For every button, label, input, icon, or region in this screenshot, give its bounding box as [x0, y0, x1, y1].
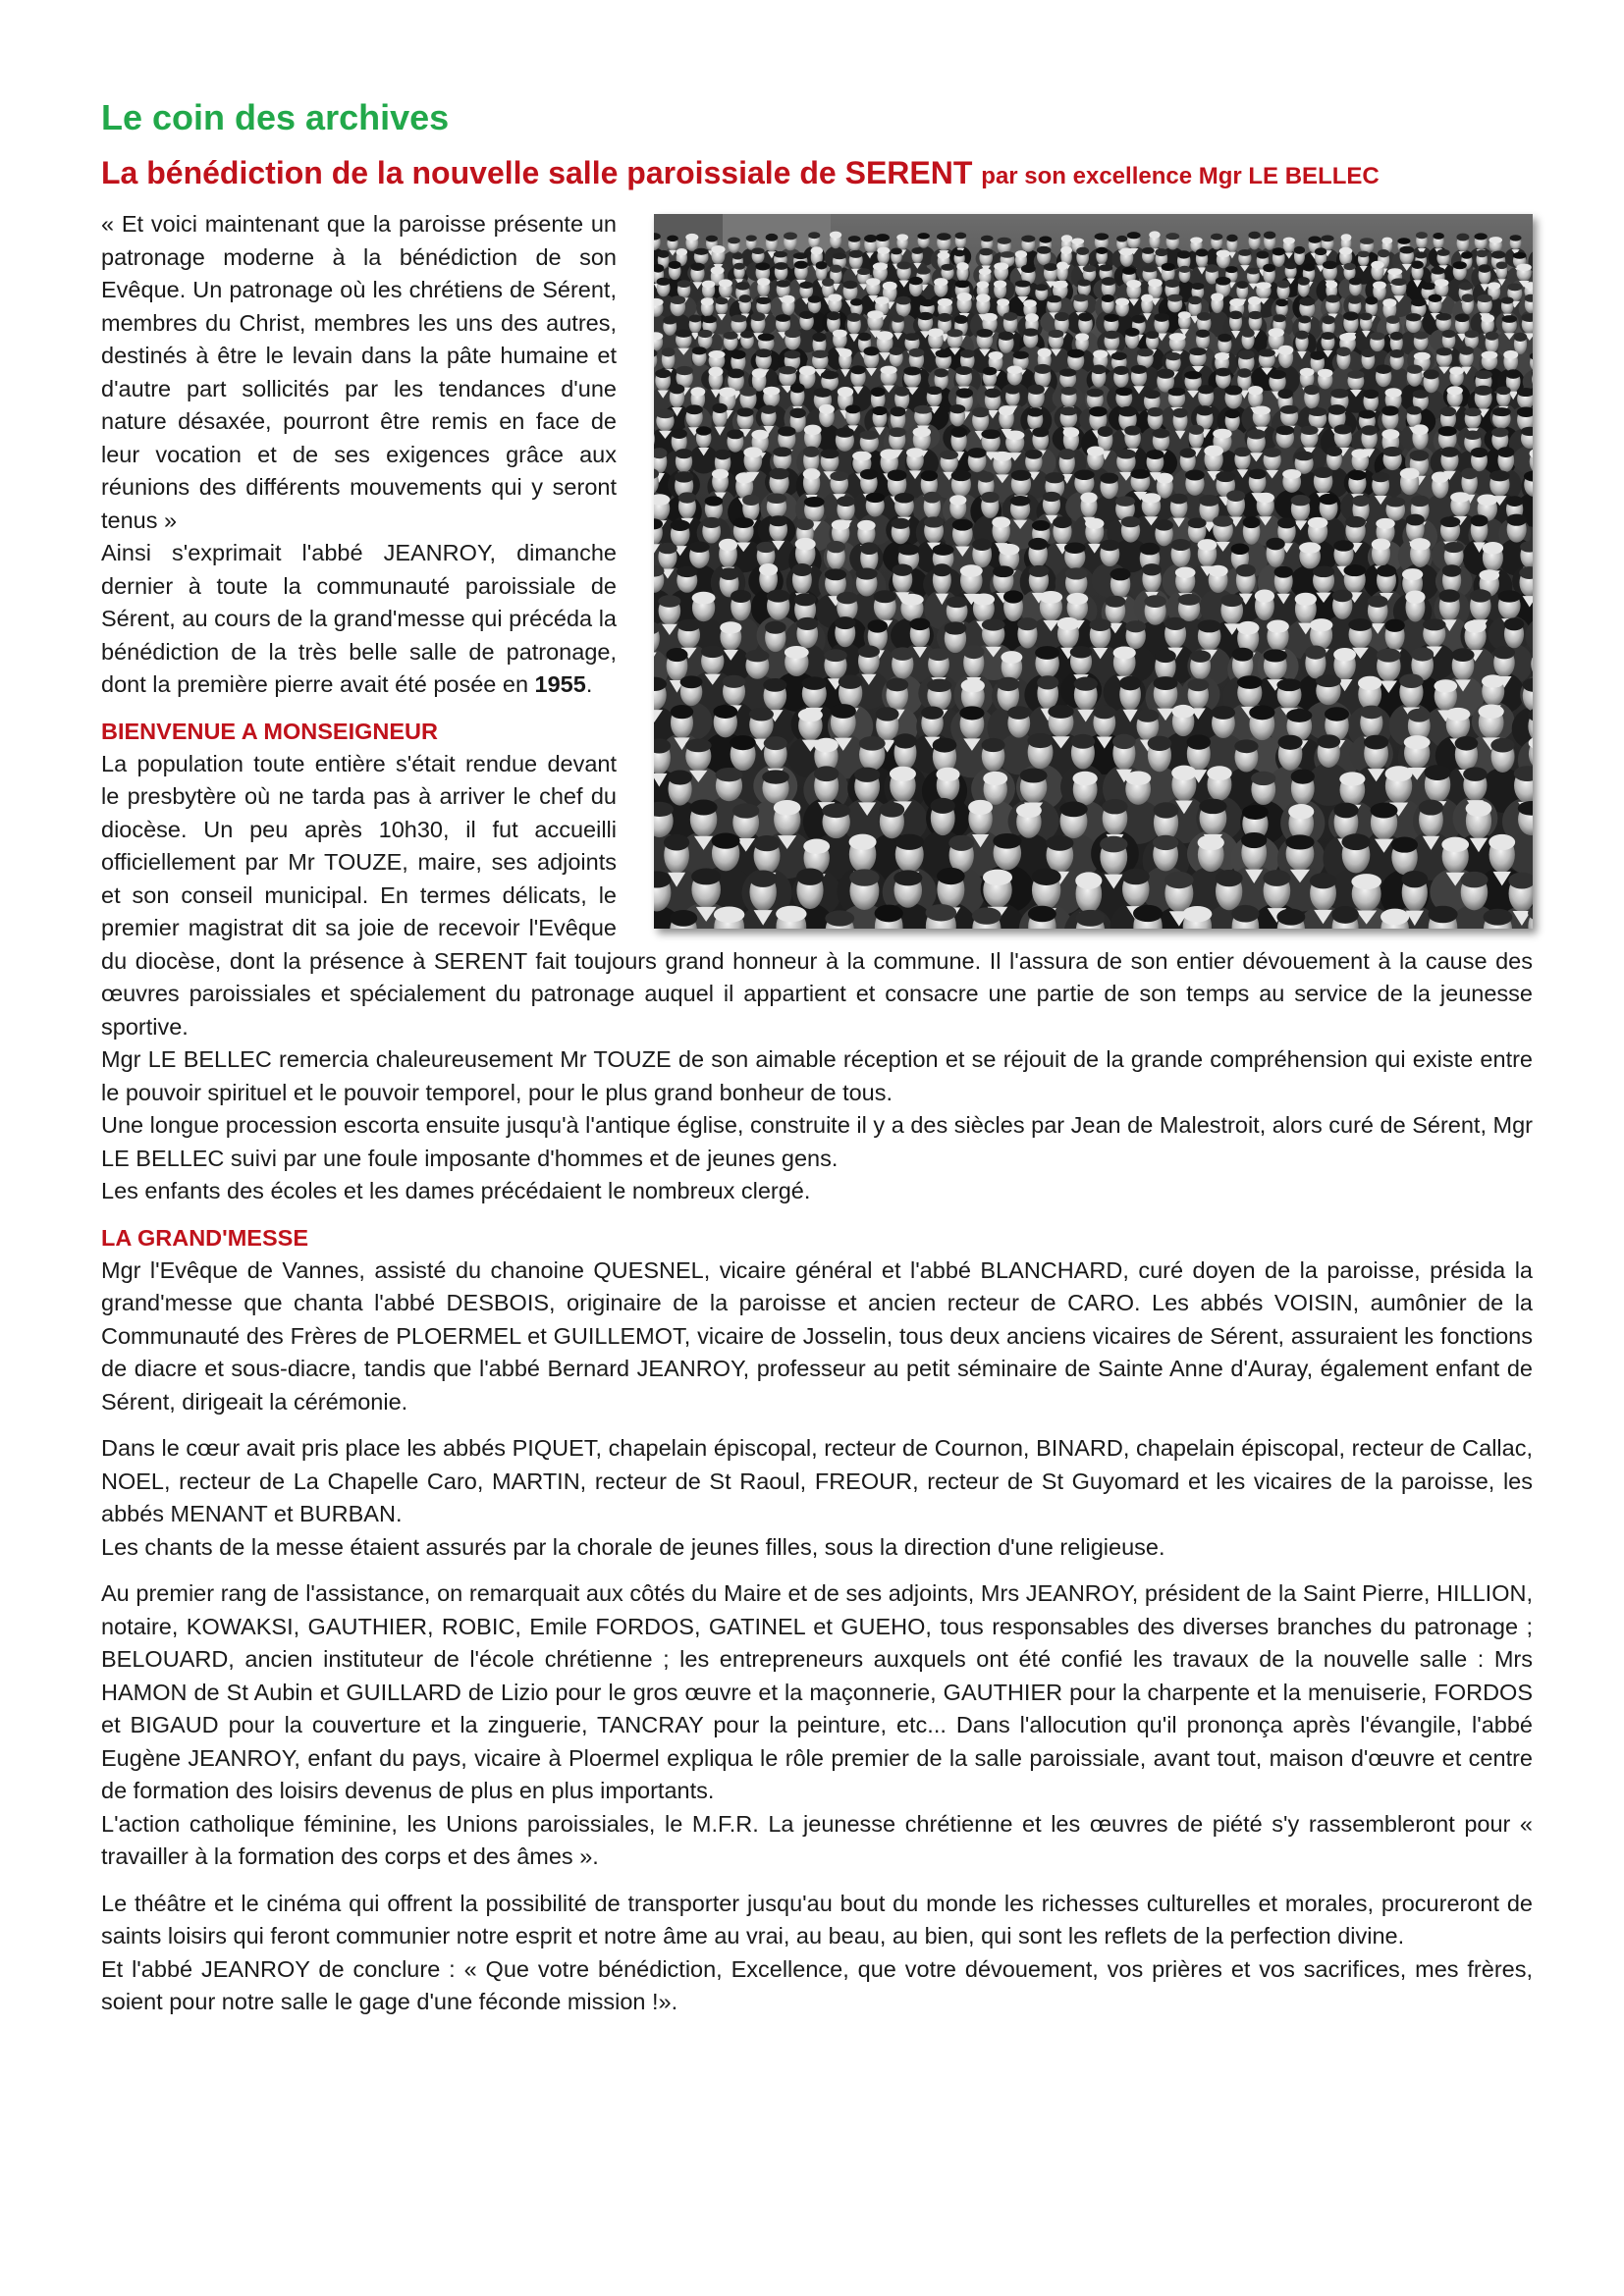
bienvenue-paragraph-4: Les enfants des écoles et les dames précédaient le nombreux clergé. — [101, 1178, 811, 1204]
article-title — [101, 155, 1533, 191]
article-body — [101, 208, 1533, 2019]
article-page — [101, 98, 1533, 2019]
bienvenue-paragraph-2: Mgr LE BELLEC remercia chaleureusement Mr TOUZE de son aimable réception et se réjouit de la grande compréhension qui existe entre le pouvoir spirituel et le pouvoir temporel, pour le plus grand bonheur de tous. — [101, 1046, 1533, 1105]
grandmesse-paragraph-1: Mgr l'Evêque de Vannes, assisté du chanoine QUESNEL, vicaire général et l'abbé BLANCHARD, curé doyen de la paroisse, présida la grand'messe que chanta l'abbé DESBOIS, originaire de la paroisse et ancien recteur de CARO. Les abbés VOISIN, aumônier de la Communauté des Frères de PLOERMEL et GUILLEMOT, vicaire de Josselin, tous deux anciens vicaires de Sérent, assuraient les fonctions de diacre et sous-diacre, tandis que l'abbé Bernard JEANROY, professeur au petit séminaire de Sainte Anne d'Auray, également enfant de Sérent, dirigeait la cérémonie. — [101, 1256, 1533, 1415]
section-title: Le coin des archives — [101, 97, 450, 137]
bienvenue-paragraph-1: La population toute entière s'était rendue devant le presbytère où ne tarda pas à arriver le chef du diocèse. Un peu après 10h30, il fut accueilli officiellement par Mr TOUZE, maire, ses adjoints et son conseil municipal. En termes délicats, le premier magistrat dit sa joie de recevoir l'Evêque du diocèse, dont la présence à SERENT fait toujours grand honneur à la commune. Il l'assura de son entier dévouement à la cause des œuvres paroissiales et spécialement du patronage auquel il appartient et consacre une partie de son temps au service de la jeunesse sportive. — [101, 750, 1533, 1040]
subhead-bienvenue: BIENVENUE A MONSEIGNEUR — [101, 718, 438, 744]
grandmesse-paragraph-3: Les chants de la messe étaient assurés par la chorale de jeunes filles, sous la direction d'une religieuse. — [101, 1533, 1165, 1560]
crowd-photo-image — [654, 214, 1533, 929]
intro-paragraph-2: Ainsi s'exprimait l'abbé JEANROY, dimanche dernier à toute la communauté paroissiale de Sérent, au cours de la grand'messe qui précéda la bénédiction de la très belle salle de patronage, dont la première pierre avait été posée en 1955. — [101, 540, 617, 698]
grandmesse-paragraph-6: Le théâtre et le cinéma qui offrent la possibilité de transporter jusqu'au bout du monde les richesses culturelles et morales, procureront de saints loisirs qui feront communier notre esprit et notre âme au vrai, au beau, au bien, qui sont les reflets de la perfection divine. — [101, 1890, 1533, 1949]
grandmesse-paragraph-5: L'action catholique féminine, les Unions paroissiales, le M.F.R. La jeunesse chrétienne et les œuvres de piété s'y rassembleront pour « travailler à la formation des corps et des âmes ». — [101, 1810, 1533, 1870]
grandmesse-paragraph-7: Et l'abbé JEANROY de conclure : « Que votre bénédiction, Excellence, que votre dévouement, vos prières et vos sacrifices, mes frères, soient pour notre salle le gage d'une féconde mission !». — [101, 1955, 1533, 2015]
grandmesse-paragraph-4: Au premier rang de l'assistance, on remarquait aux côtés du Maire et de ses adjoints, Mrs JEANROY, président de la Saint Pierre, HILLION, notaire, KOWAKSI, GAUTHIER, ROBIC, Emile FORDOS, GATINEL et GUEHO, tous responsables des diverses branches du patronage ; BELOUARD, ancien instituteur de l'école chrétienne ; les entrepreneurs auxquels ont été confié les travaux de la nouvelle salle : Mrs HAMON de St Aubin et GUILLARD de Lizio pour le gros œuvre et la maçonnerie, GAUTHIER pour la charpente et la menuiserie, FORDOS et BIGAUD pour la couverture et la zinguerie, TANCRAY pour la peinture, etc... Dans l'allocution qu'il prononça après l'évangile, l'abbé Eugène JEANROY, enfant du pays, vicaire à Ploermel expliqua le rôle premier de la salle paroissiale, avant tout, maison d'œuvre et centre de formation des loisirs devenus de plus en plus importants. — [101, 1580, 1533, 1804]
crowd-photo — [654, 214, 1533, 929]
subhead-grandmesse: LA GRAND'MESSE — [101, 1224, 309, 1251]
bienvenue-paragraph-3: Une longue procession escorta ensuite jusqu'à l'antique église, construite il y a des siècles par Jean de Malestroit, alors curé de Sérent, Mgr LE BELLEC suivi par une foule imposante d'hommes et de jeunes gens. — [101, 1112, 1533, 1171]
year-1955: 1955 — [534, 671, 586, 698]
article-title-byline: par son excellence Mgr LE BELLEC — [981, 162, 1380, 189]
intro-paragraph: « Et voici maintenant que la paroisse présente un patronage moderne à la bénédiction de son Evêque. Un patronage où les chrétiens de Sérent, membres du Christ, membres les uns des autres, destinés à être le levain dans la pâte humaine et d'autre part sollicités par les tendances d'une nature désaxée, pourront être remis en face de leur vocation et de ses exigences grâce aux réunions des différents mouvements qui y seront tenus » — [101, 211, 617, 533]
article-title-main: La bénédiction de la nouvelle salle paroissiale de SERENT — [101, 154, 973, 190]
grandmesse-paragraph-2: Dans le cœur avait pris place les abbés PIQUET, chapelain épiscopal, recteur de Cournon, BINARD, chapelain épiscopal, recteur de Callac, NOEL, recteur de La Chapelle Caro, MARTIN, recteur de St Raoul, FREOUR, recteur de St Guyomard et les vicaires de la paroisse, les abbés MENANT et BURBAN. — [101, 1435, 1533, 1527]
